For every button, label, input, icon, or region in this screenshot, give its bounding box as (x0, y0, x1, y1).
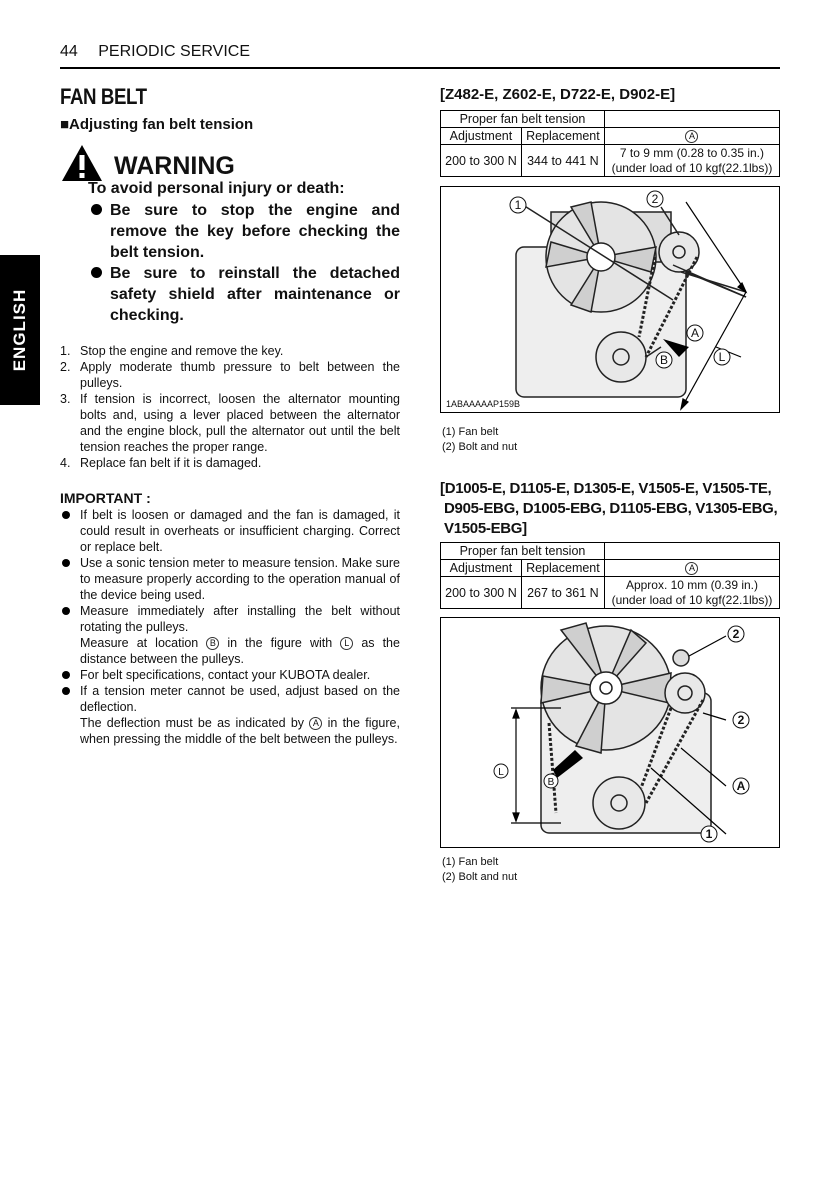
step-text: If tension is incorrect, loosen the alternator mounting bolts and, using a lever placed between the alternator and the engine block, pull the alternator out until the belt tension reaches the proper range. (80, 392, 400, 454)
important-item (60, 507, 400, 555)
warning-item (88, 200, 400, 263)
bullet-icon (62, 559, 70, 567)
page-number: 44 (60, 43, 78, 60)
col-replacement: Replacement (521, 560, 604, 577)
important-item (60, 555, 400, 603)
section-title: PERIODIC SERVICE (98, 43, 250, 60)
step-text: Apply moderate thumb pressure to belt between the pulleys. (80, 360, 400, 390)
label-a: A (736, 779, 746, 793)
warning-item-text: Be sure to stop the engine and remove the key before checking the belt tension. (110, 202, 400, 261)
deflection-line: 7 to 9 mm (0.28 to 0.35 in.) (619, 145, 764, 160)
engine-drawing-2 (441, 618, 779, 847)
bullet-icon (62, 511, 70, 519)
step-item (60, 343, 400, 359)
important-item (60, 683, 400, 747)
important-item (60, 603, 400, 667)
deflection-value (604, 577, 779, 609)
step-item (60, 391, 400, 455)
model-line: [D1005-E, D1105-E, D1305-E, V1505-E, V1505-TE, (440, 480, 772, 497)
caption-item: (1) Fan belt (442, 426, 499, 438)
important-text: The deflection must be as indicated by (80, 716, 305, 730)
table-header-blank (604, 111, 779, 128)
label-1: 1 (514, 198, 522, 212)
mark-a: A (685, 562, 698, 575)
important-text: Use a sonic tension meter to measure tension. Make sure to measure properly according to the operation manual of the device being used. (80, 556, 400, 602)
important-text: in the figure, when pressing the middle of the belt between the pulleys. (80, 716, 400, 746)
label-2b: 2 (737, 713, 745, 727)
mark-b: B (206, 637, 219, 650)
label-b: B (547, 777, 555, 788)
model-line: V1505-EBG] (444, 520, 527, 537)
warning-triangle-icon (60, 143, 104, 183)
label-l: L (718, 350, 726, 364)
col-adjustment: Adjustment (441, 560, 522, 577)
procedure-steps (60, 343, 400, 471)
figure-2-captions (442, 855, 517, 885)
important-item (60, 667, 400, 683)
label-l: L (498, 767, 504, 778)
engine-figure-2 (440, 617, 780, 848)
caption-item: (1) Fan belt (442, 856, 499, 868)
page-title: FAN BELT (60, 84, 147, 109)
bullet-icon (91, 204, 102, 215)
important-text: in the figure with (227, 636, 333, 650)
warning-word: WARNING (114, 152, 235, 180)
deflection-load: (under load of 10 kgf(22.1lbs)) (611, 592, 773, 607)
important-text: as the distance between the pulleys. (80, 636, 400, 666)
col-deflection (604, 560, 779, 577)
header-rule (60, 67, 780, 69)
caption-item: (2) Bolt and nut (442, 441, 518, 453)
step-number: 3. (60, 392, 71, 406)
adjustment-value: 200 to 300 N (441, 577, 522, 609)
mark-l: L (340, 637, 353, 650)
label-a: A (690, 326, 700, 340)
step-number: 1. (60, 344, 71, 358)
label-b: B (659, 353, 669, 367)
important-text: If belt is loosen or damaged and the fan is damaged, it could result in overheats or insufficient charging. Correct or replace belt. (80, 508, 400, 554)
caption-item: (2) Bolt and nut (442, 871, 518, 883)
col-adjustment: Adjustment (441, 128, 522, 145)
step-item (60, 359, 400, 391)
mark-a: A (309, 717, 322, 730)
model-list-2 (440, 479, 785, 539)
important-text: Measure at location (80, 636, 199, 650)
table-header-blank (604, 543, 779, 560)
important-text: If a tension meter cannot be used, adjust based on the deflection. (80, 684, 400, 714)
language-tab-label: ENGLISH (10, 288, 29, 372)
figure-code: 1ABAAAAAP159B (446, 399, 521, 409)
col-deflection (604, 128, 779, 145)
important-text: Measure immediately after installing the belt without rotating the pulleys. (80, 604, 400, 634)
table-header: Proper fan belt tension (441, 543, 605, 560)
deflection-load: (under load of 10 kgf(22.1lbs)) (611, 160, 773, 175)
tension-table-2 (440, 542, 780, 609)
bullet-icon (62, 687, 70, 695)
tension-table-1 (440, 110, 780, 177)
col-replacement: Replacement (521, 128, 604, 145)
deflection-value (604, 145, 779, 177)
important-title: IMPORTANT : (60, 490, 151, 506)
label-2: 2 (732, 627, 740, 641)
important-text: For belt specifications, contact your KUBOTA dealer. (80, 668, 371, 682)
language-tab (0, 255, 40, 405)
deflection-line: Approx. 10 mm (0.39 in.) (625, 577, 758, 592)
engine-drawing-1 (441, 187, 779, 412)
important-list (60, 507, 400, 747)
mark-a: A (685, 130, 698, 143)
step-text: Stop the engine and remove the key. (80, 344, 284, 358)
engine-figure-1 (440, 186, 780, 413)
bullet-icon (62, 607, 70, 615)
subheading: ■Adjusting fan belt tension (60, 116, 254, 133)
page-header (60, 43, 250, 61)
model-line: D905-EBG, D1005-EBG, D1105-EBG, V1305-EBG, (444, 500, 778, 517)
warning-item-text: Be sure to reinstall the detached safety shield after maintenance or checking. (110, 265, 400, 324)
warning-item (88, 263, 400, 326)
model-list-1: [Z482-E, Z602-E, D722-E, D902-E] (440, 86, 676, 103)
table-header: Proper fan belt tension (441, 111, 605, 128)
replacement-value: 344 to 441 N (521, 145, 604, 177)
bullet-icon (62, 671, 70, 679)
step-number: 2. (60, 360, 71, 374)
adjustment-value: 200 to 300 N (441, 145, 522, 177)
warning-list (88, 200, 400, 326)
label-2: 2 (651, 192, 659, 206)
step-number: 4. (60, 456, 71, 470)
label-1: 1 (705, 827, 713, 841)
step-item (60, 455, 400, 471)
replacement-value: 267 to 361 N (521, 577, 604, 609)
step-text: Replace fan belt if it is damaged. (80, 456, 262, 470)
bullet-icon (91, 267, 102, 278)
figure-1-captions (442, 425, 517, 455)
warning-lead: To avoid personal injury or death: (88, 180, 345, 197)
